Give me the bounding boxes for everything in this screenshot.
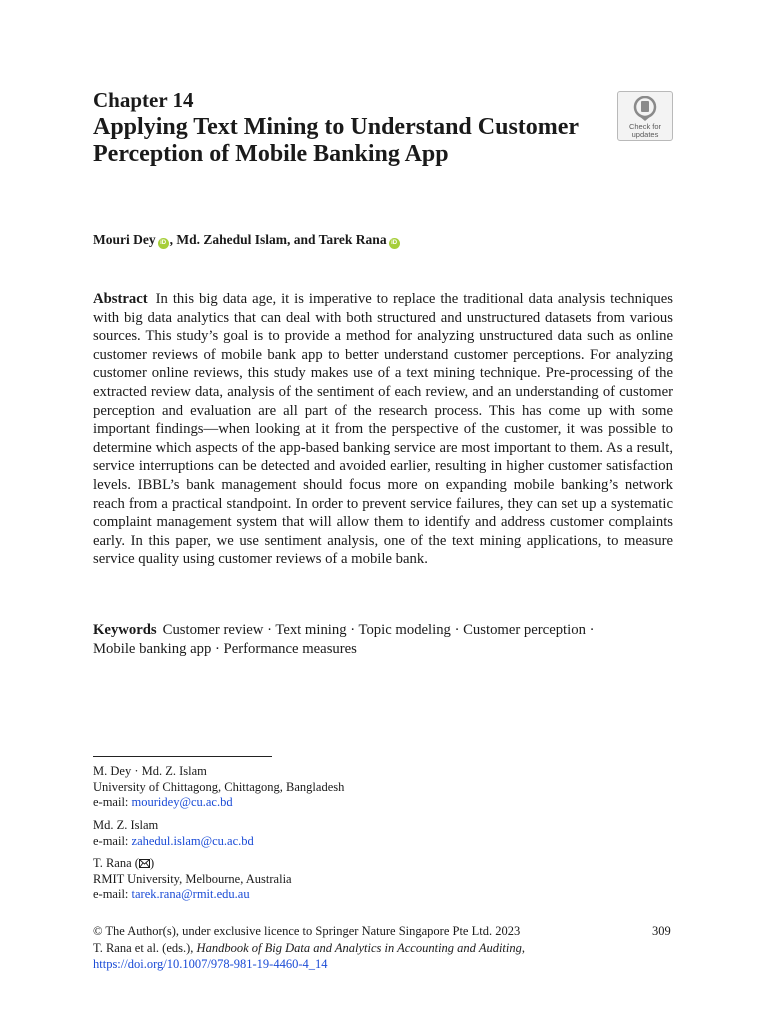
publication-footer: [93, 923, 673, 973]
affiliation-islam: [93, 818, 653, 849]
copyright-line: © The Author(s), under exclusive licence to Springer Nature Singapore Pte Ltd. 2023: [93, 924, 521, 938]
affiliation-names-suffix: ): [149, 856, 155, 870]
affiliation-rana: [93, 856, 653, 903]
badge-line-2: updates: [631, 130, 659, 139]
affiliation-names: Md. Z. Islam: [93, 818, 159, 832]
orcid-icon[interactable]: iD: [158, 238, 169, 249]
email-link-rana[interactable]: tarek.rana@rmit.edu.au: [131, 887, 250, 901]
abstract-text: In this big data age, it is imperative to replace the traditional data analysis techniques with big data analytics that can deal with both structured and unstructured datasets from various sources. This study’s goal is to provide a method for analyzing unstructured data such as online customer reviews of mobile bank app to better understand customer perceptions. For analyzing customer online reviews, this study makes use of a text mining technique. Pre-processing of the extracted review data, analysis of the sentiment of each review, and an understanding of customer perception and evaluation are all part of the research process. This has come up with some important findings—when looking at it from the perspective of the customer, it was possible to determine which aspects of the app-based banking service are most important to them. As a result, service interruptions can be detected and avoided earlier, resulting in higher customer satisfaction levels. IBBL’s bank management should focus more on expanding mobile banking’s network reach from a practical standpoint. In order to prevent service failures, they can set up a systematic complaint management system that will allow them to identify and address customer complaints early. In this paper, we use sentiment analysis, one of the text mining applications, to measure service quality using customer reviews of a mobile bank.: [93, 291, 673, 568]
email-link-islam[interactable]: zahedul.islam@cu.ac.bd: [131, 833, 254, 848]
affiliation-names: T. Rana (: [93, 856, 139, 870]
chapter-title: Applying Text Mining to Understand Customer Perception of Mobile Banking App: [93, 114, 579, 167]
author-list: [93, 232, 401, 249]
doi-link[interactable]: https://doi.org/10.1007/978-981-19-4460-4_14: [93, 957, 328, 971]
page-number: 309: [652, 924, 671, 938]
book-title-suffix: ,: [521, 940, 525, 955]
orcid-icon[interactable]: iD: [389, 238, 400, 249]
author-separator: , Md. Zahedul Islam, and: [169, 232, 319, 247]
keywords-label: Keywords: [93, 622, 157, 638]
affiliation-dey-islam: [93, 764, 653, 811]
envelope-icon: [139, 859, 150, 868]
affiliation-institution: RMIT University, Melbourne, Australia: [93, 871, 292, 886]
chapter-label: Chapter 14: [93, 88, 194, 112]
check-for-updates-badge[interactable]: [617, 91, 673, 141]
author-rana: Tarek Rana: [318, 232, 387, 247]
keywords: [93, 621, 633, 658]
email-prefix: e-mail:: [93, 833, 132, 848]
footnote-divider: [93, 756, 272, 757]
email-link-dey[interactable]: mouridey@cu.ac.bd: [131, 795, 233, 809]
editors-text: T. Rana et al. (eds.),: [93, 940, 197, 955]
affiliation-institution: University of Chittagong, Chittagong, Bangladesh: [93, 779, 345, 794]
keywords-text: Customer review · Text mining · Topic modeling · Customer perception · Mobile banking app · Performance measures: [93, 622, 595, 657]
email-prefix: e-mail:: [93, 887, 132, 901]
author-dey: Mouri Dey: [93, 232, 156, 247]
abstract-label: Abstract: [93, 291, 148, 307]
check-for-updates-icon: [630, 96, 660, 122]
badge-line-1: Check for: [628, 122, 662, 131]
email-prefix: e-mail:: [93, 795, 132, 809]
book-title: Handbook of Big Data and Analytics in Accounting and Auditing: [196, 940, 522, 955]
abstract: [93, 290, 673, 569]
affiliation-names: M. Dey · Md. Z. Islam: [93, 764, 207, 778]
